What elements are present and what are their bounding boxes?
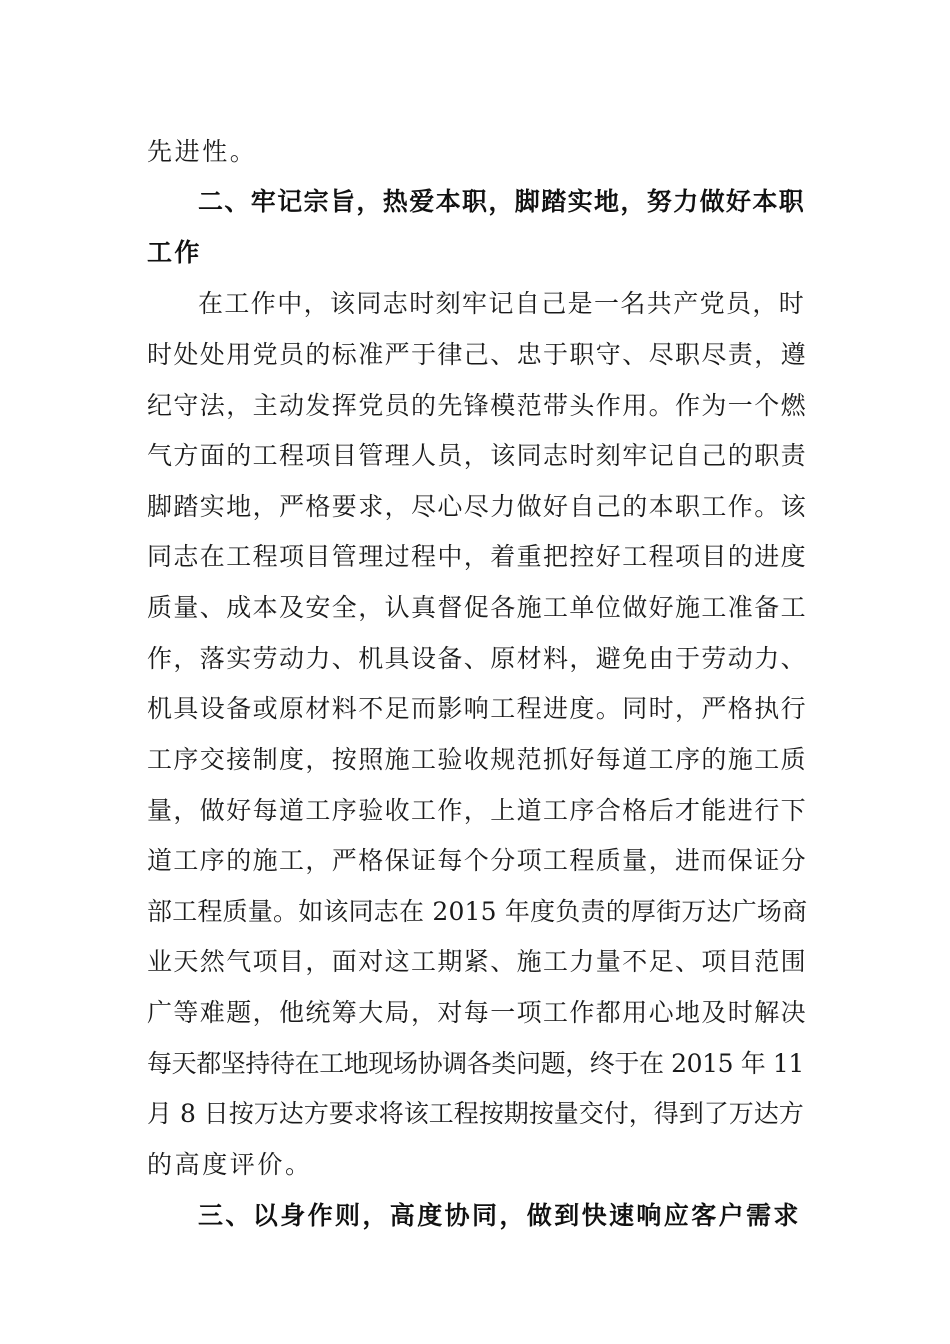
paragraph-line: 工序交接制度，按照施工验收规范抓好每道工序的施工质 xyxy=(147,745,808,774)
section-heading-2-continued: 工作 xyxy=(147,238,202,267)
paragraph-line: 先进性。 xyxy=(147,137,258,166)
paragraph-line: 时处处用党员的标准严于律己、忠于职守、尽职尽责，遵 xyxy=(147,340,808,369)
paragraph-line: 的高度评价。 xyxy=(147,1150,313,1179)
paragraph-line: 机具设备或原材料不足而影响工程进度。同时，严格执行 xyxy=(147,694,808,723)
paragraph-line: 量，做好每道工序验收工作，上道工序合格后才能进行下 xyxy=(147,796,808,825)
paragraph-line: 气方面的工程项目管理人员，该同志时刻牢记自己的职责 xyxy=(147,441,808,470)
paragraph-line: 广等难题，他统筹大局，对每一项工作都用心地及时解决 xyxy=(147,998,808,1027)
paragraph-line: 月 8 日按万达方要求将该工程按期按量交付，得到了万达方 xyxy=(147,1099,804,1128)
paragraph-line: 脚踏实地，严格要求，尽心尽力做好自己的本职工作。该 xyxy=(147,492,808,521)
paragraph-line: 每天都坚持待在工地现场协调各类问题，终于在 2015 年 11 xyxy=(147,1049,804,1078)
section-heading-2: 二、牢记宗旨，热爱本职，脚踏实地，努力做好本职 xyxy=(198,187,806,216)
paragraph-line: 部工程质量。如该同志在 2015 年度负责的厚街万达广场商 xyxy=(147,897,808,926)
section-heading-3: 三、以身作则，高度协同，做到快速响应客户需求 xyxy=(198,1201,801,1230)
paragraph-line: 纪守法，主动发挥党员的先锋模范带头作用。作为一个燃 xyxy=(147,391,808,420)
paragraph-line: 业天然气项目，面对这工期紧、施工力量不足、项目范围 xyxy=(147,947,808,976)
paragraph-line: 同志在工程项目管理过程中，着重把控好工程项目的进度 xyxy=(147,542,808,571)
paragraph-line: 道工序的施工，严格保证每个分项工程质量，进而保证分 xyxy=(147,846,808,875)
paragraph-line: 作，落实劳动力、机具设备、原材料，避免由于劳动力、 xyxy=(147,644,808,673)
paragraph-line: 质量、成本及安全，认真督促各施工单位做好施工准备工 xyxy=(147,593,808,622)
paragraph-line: 在工作中，该同志时刻牢记自己是一名共产党员，时 xyxy=(198,289,806,318)
